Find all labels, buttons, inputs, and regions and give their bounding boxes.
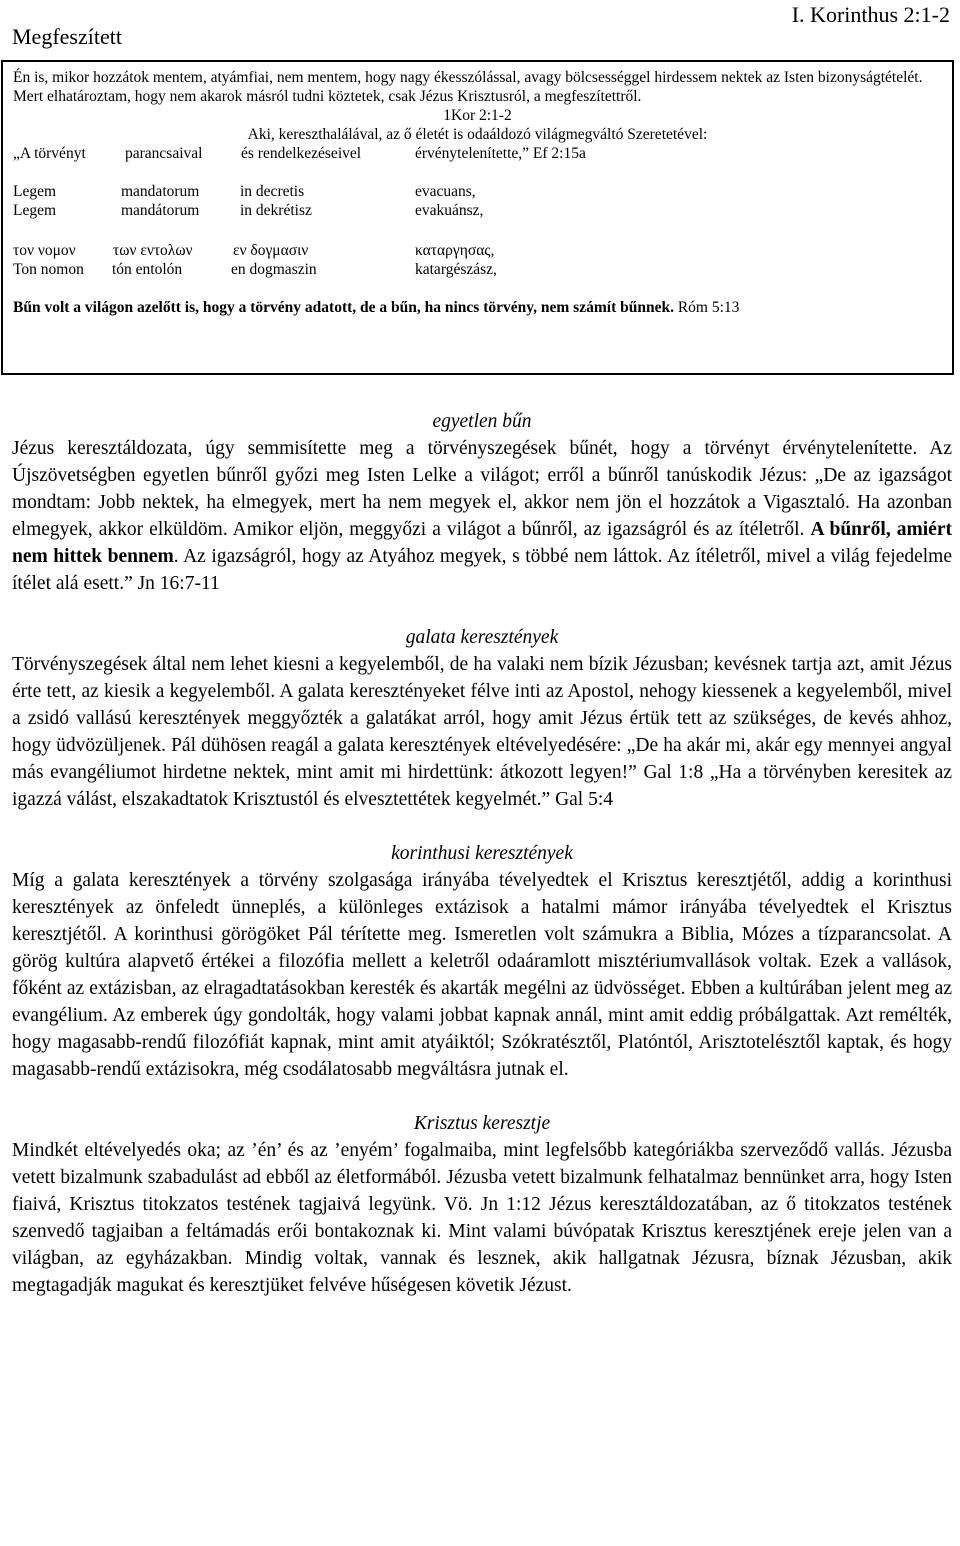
text-run: . Az igazságról, hogy az Atyához megyek, s többé nem láttok. Az ítéletről, mivel a világ fejedelme ítélet alá esett.” Jn 16:7-11 [12, 546, 952, 594]
main-text [12, 408, 952, 1299]
translation-row-greek [13, 239, 942, 260]
cell: Legem [13, 183, 57, 200]
translation-row-latin-pronunciation [13, 201, 942, 220]
intro-quote: Én is, mikor hozzátok mentem, atyámfiai, nem mentem, hogy nagy ékesszólással, avagy bölcsességgel hirdessem nektek az Isten bizonyságtételét. Mert elhatároztam, hogy nem akarok másról tudni köztetek, csak Jézus Krisztusról, a megfeszítettről. [13, 69, 923, 105]
cell: in decretis [240, 183, 305, 200]
cell: mandátorum [121, 202, 200, 219]
cell: tón entolón [112, 261, 183, 278]
cell: καταργησας, [415, 242, 495, 259]
cell: mandatorum [121, 183, 200, 200]
text-run: Jézus keresztáldozata, úgy semmisítette meg a törvényszegések bűnét, hogy a törvényt érvénytelenítette. Az Újszövetségben egyetlen bűnről győzi meg Isten Lelke a világot; erről a bűnről tanúskodik Jézus: „De az igazságot mondtam: Jobb nektek, ha elmegyek, mert ha nem megyek el, akkor nem jön el hozzátok a Vigasztaló. Ha azonban elmegyek, akkor elküldöm. Amikor eljön, meggyőzi a világot a bűnről, az igazságról és az ítéletről. [12, 438, 952, 540]
cell: τον νομον [13, 242, 76, 259]
quote-subtitle: Aki, kereszthalálával, az ő életét is odaáldozó világmegváltó Szeretetével: [247, 126, 708, 143]
cell: és rendelkezéseivel [241, 145, 362, 162]
cell: evakuánsz, [415, 202, 484, 219]
document-title: Megfeszített [12, 24, 122, 49]
bible-reference: I. Korinthus 2:1-2 [791, 2, 950, 27]
cell: en dogmaszin [231, 261, 317, 278]
cell: των εντολων [113, 242, 193, 259]
section-body-krisztus-keresztje: Mindkét eltévelyedés oka; az ’én’ és az ’enyém’ fogalmaiba, mint legfelsőbb kategóriákba szerveződő vallás. Jézusba vetett bizalmunk szabadulást ad ebből az életformából. Jézusba vetett bizalmunk felhatalmaz bennünket arra, hogy Isten fiaivá, Krisztus titokzatos testének tagjaivá legyünk. Vö. Jn 1:12 Jézus keresztáldozatában, az ő titokzatos testének szenvedő tagjaiban a feltámadás erői bontakoznak ki. Mint valami búvópatak Krisztus keresztjének ereje jelen van a világban, az egyházakban. Mindig voltak, vannak és lesznek, akik hallgatnak Jézusra, bíznak Jézusban, akik megtagadják magukat és keresztjüket felvéve hűségesen követik Jézust. [12, 1140, 952, 1296]
cell: in dekrétisz [240, 202, 312, 219]
cell: εν δογμασιν [233, 242, 309, 259]
quote-reference: 1Kor 2:1-2 [443, 107, 512, 124]
translation-row-hungarian [13, 144, 942, 163]
cell: Legem [13, 202, 57, 219]
cell: Ton nomon [13, 261, 84, 278]
cell: evacuans, [415, 183, 476, 200]
cell: érvénytelenítette,” Ef 2:15a [415, 145, 586, 162]
section-title-egyetlen-bun: egyetlen bűn [432, 411, 532, 432]
section-body-egyetlen-bun [12, 435, 952, 597]
section-body-galata: Törvényszegések által nem lehet kiesni a kegyelemből, de ha valaki nem bízik Jézusban; kevésnek tartja azt, amit Jézus érte tett, az kiesik a kegyelemből. A galata keresztényeket félve inti az Apostol, nehogy kiessenek a kegyelemből, mivel a zsidó vallású keresztények meggyőzték a galatákat arról, hogy amit Jézus értük tett az szükséges, de kevés ahhoz, hogy üdvözüljenek. Pál dühösen reagál a galata keresztények eltévelyedésére: „De ha akár mi, akár egy mennyei angyal más evangéliumot hirdetne nektek, mint amit mi hirdettünk: átkozott legyen!” Gal 1:8 „Ha a törvényben keresitek az igazzá válást, elszakadtatok Krisztustól és elvesztettétek kegyelmét.” Gal 5:4 [12, 654, 952, 810]
cell: katargészász, [415, 261, 497, 278]
section-title-krisztus-keresztje: Krisztus keresztje [413, 1113, 551, 1134]
cell: parancsaival [125, 145, 203, 162]
section-body-korinthusi: Míg a galata keresztények a törvény szolgasága irányába tévelyedtek el Krisztus keresztjétől, addig a korinthusi keresztények az önfeledt ünneplés, a különleges extázisok a hatalmi mámor irányába tévelyedtek el Krisztus keresztjétől. A korinthusi görögöket Pál térítette meg. Ismeretlen volt számukra a Biblia, Mózes a tízparancsolat. A görög kultúra alapvető értékei a filozófia mellett a keletről odaáramlott misztériumvallások voltak. Ezek a vallások, főként az extázisban, az elragadtatásokban keresték és akarták megélni az üdvösséget. Ebben a kultúrában jelent meg az evangélium. Az emberek úgy gondolták, hogy valami jobbat kapnak annál, mint amit eddig próbálgattak. Azt remélték, hogy magasabb-rendű filozófiát kapnak, mint amit atyáiktól; Szókratésztől, Platóntól, Arisztotelésztől kaptak, és hogy magasabb-rendű extázisokra, még csodálatosabb megváltásra jutnak el. [12, 870, 952, 1080]
translation-row-latin [13, 182, 942, 201]
cell: „A törvényt [13, 145, 86, 162]
romans-quote-ref: Róm 5:13 [673, 299, 740, 316]
romans-quote-text: Bűn volt a világon azelőtt is, hogy a törvény adatott, de a bűn, ha nincs törvény, nem számít bűnnek. [13, 299, 674, 316]
section-title-korinthusi: korinthusi keresztények [391, 843, 573, 864]
section-title-galata: galata keresztények [405, 627, 559, 648]
romans-quote [13, 298, 942, 317]
translation-row-greek-pronunciation [13, 260, 942, 279]
quote-box [1, 60, 954, 375]
bold-text-run: A bűnről, amiért nem hittek bennem [12, 519, 952, 567]
